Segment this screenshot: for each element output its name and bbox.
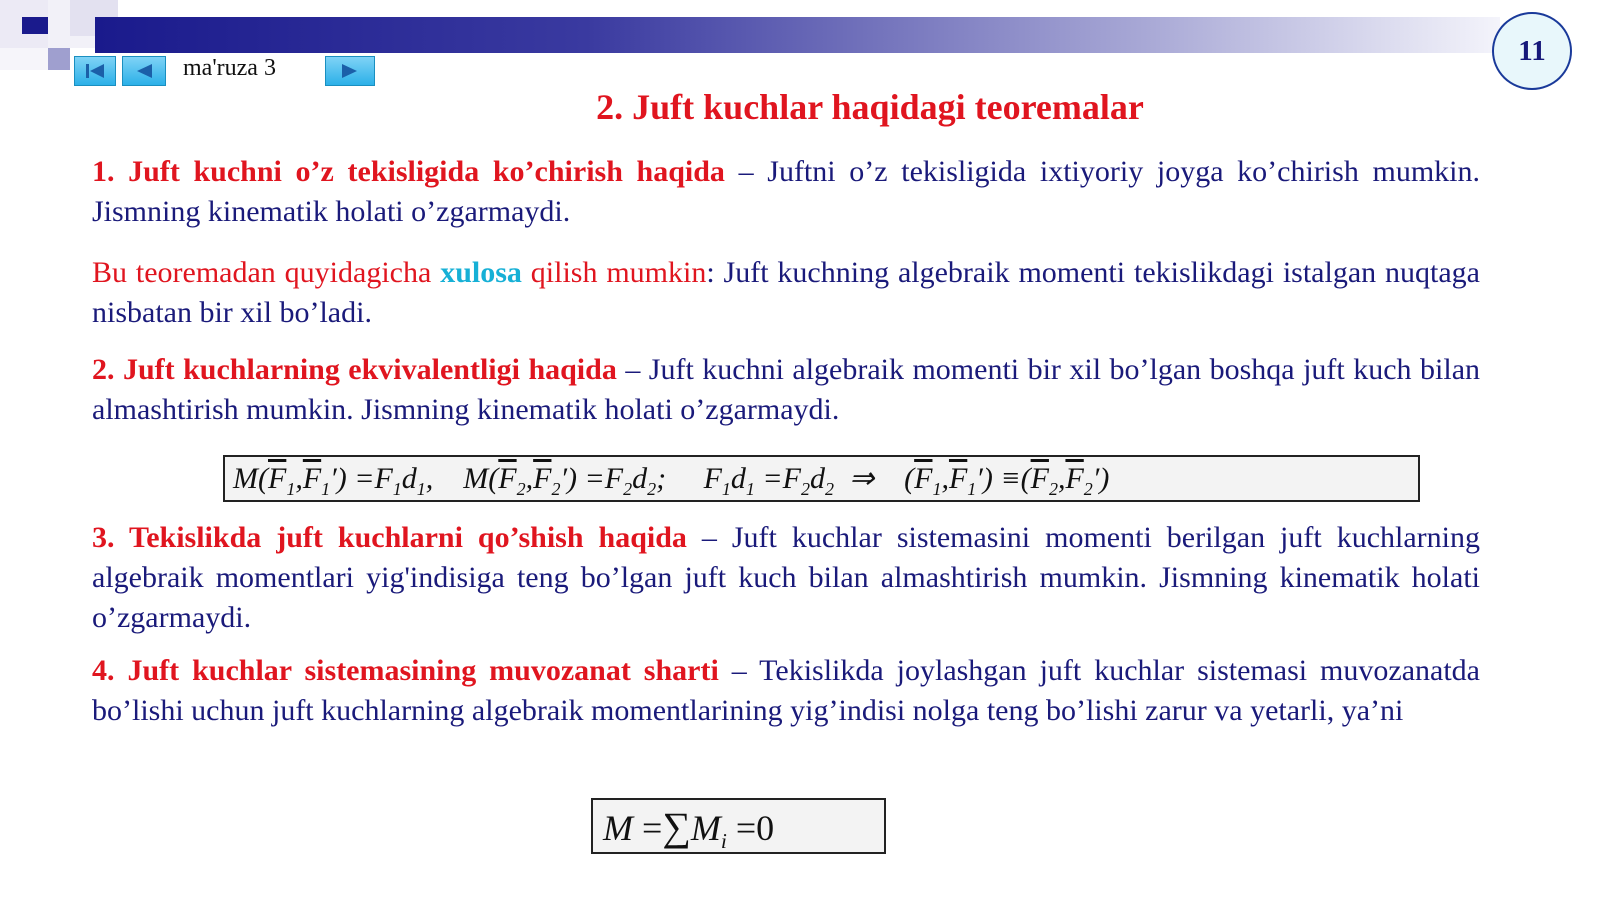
conclusion-lead: Bu teoremadan quyidagicha	[92, 256, 441, 289]
first-slide-icon	[84, 63, 106, 79]
previous-slide-button[interactable]	[122, 56, 166, 86]
theorem-3	[92, 518, 1480, 638]
conclusion-lead-end: qilish mumkin	[521, 256, 707, 289]
previous-slide-icon	[134, 63, 154, 79]
equilibrium-formula: $M =\sum M_i =0$	[591, 798, 886, 854]
next-slide-button[interactable]	[325, 56, 375, 86]
theorem-4-heading: 4. Juft kuchlar sistemasining muvozanat sharti	[92, 654, 719, 687]
theorem-2-heading: 2. Juft kuchlarning ekvivalentligi haqida	[92, 353, 617, 386]
equivalence-formula: $M(\overline{F}_1,\overline{F}_1') =F_1d_1$, $M(\overline{F}_2,\overline{F}_2') =F_2d_2$; $F_1d_1 =F_2d_2$ ⇒ $(\overline{F}_1,\overline{F}_1') \equiv(\overline{F}_2,\overline{F}_2')$	[223, 455, 1420, 502]
theorem-3-body: – Juft kuchlar sistemasini momenti berilgan juft kuchlarning algebraik momentlari yig'indisiga teng bo’lgan juft kuch bilan almashtirish mumkin. Jismning kinematik holati o’zgarmaydi.	[92, 521, 1480, 634]
conclusion	[92, 253, 1480, 333]
theorem-3-heading: 3. Tekislikda juft kuchlarni qo’shish haqida	[92, 521, 687, 554]
first-slide-button[interactable]	[74, 56, 116, 86]
title-bar-gradient	[95, 17, 1500, 53]
slide-title: 2. Juft kuchlar haqidagi teoremalar	[596, 87, 1144, 127]
theorem-2-body: – Juft kuchni algebraik momenti bir xil bo’lgan boshqa juft kuch bilan almashtirish mumkin. Jismning kinematik holati o’zgarmaydi.	[92, 353, 1481, 426]
next-slide-icon	[340, 63, 360, 79]
conclusion-keyword: xulosa	[440, 256, 522, 289]
theorem-1-heading: 1. Juft kuchni o’z tekisligida ko’chirish haqida	[92, 155, 725, 188]
theorem-4	[92, 651, 1480, 731]
theorem-1-body: – Juftni o’z tekisligida ixtiyoriy joyga ko’chirish mumkin. Jismning kinematik holati o’zgarmaydi.	[92, 155, 1480, 228]
theorem-1	[92, 152, 1480, 232]
theorem-2	[92, 350, 1480, 430]
theorem-4-body: – Tekislikda joylashgan juft kuchlar sistemasi muvozanatda bo’lishi uchun juft kuchlarning algebraik momentlarining yig’indisi nolga teng bo’lishi zarur va yetarli, ya’ni	[92, 654, 1480, 727]
section-label: ma'ruza 3	[183, 55, 276, 81]
page-number: 11	[1492, 12, 1572, 90]
conclusion-body: : Juft kuchning algebraik momenti tekislikdagi istalgan nuqtaga nisbatan bir xil bo’ladi.	[92, 256, 1480, 329]
